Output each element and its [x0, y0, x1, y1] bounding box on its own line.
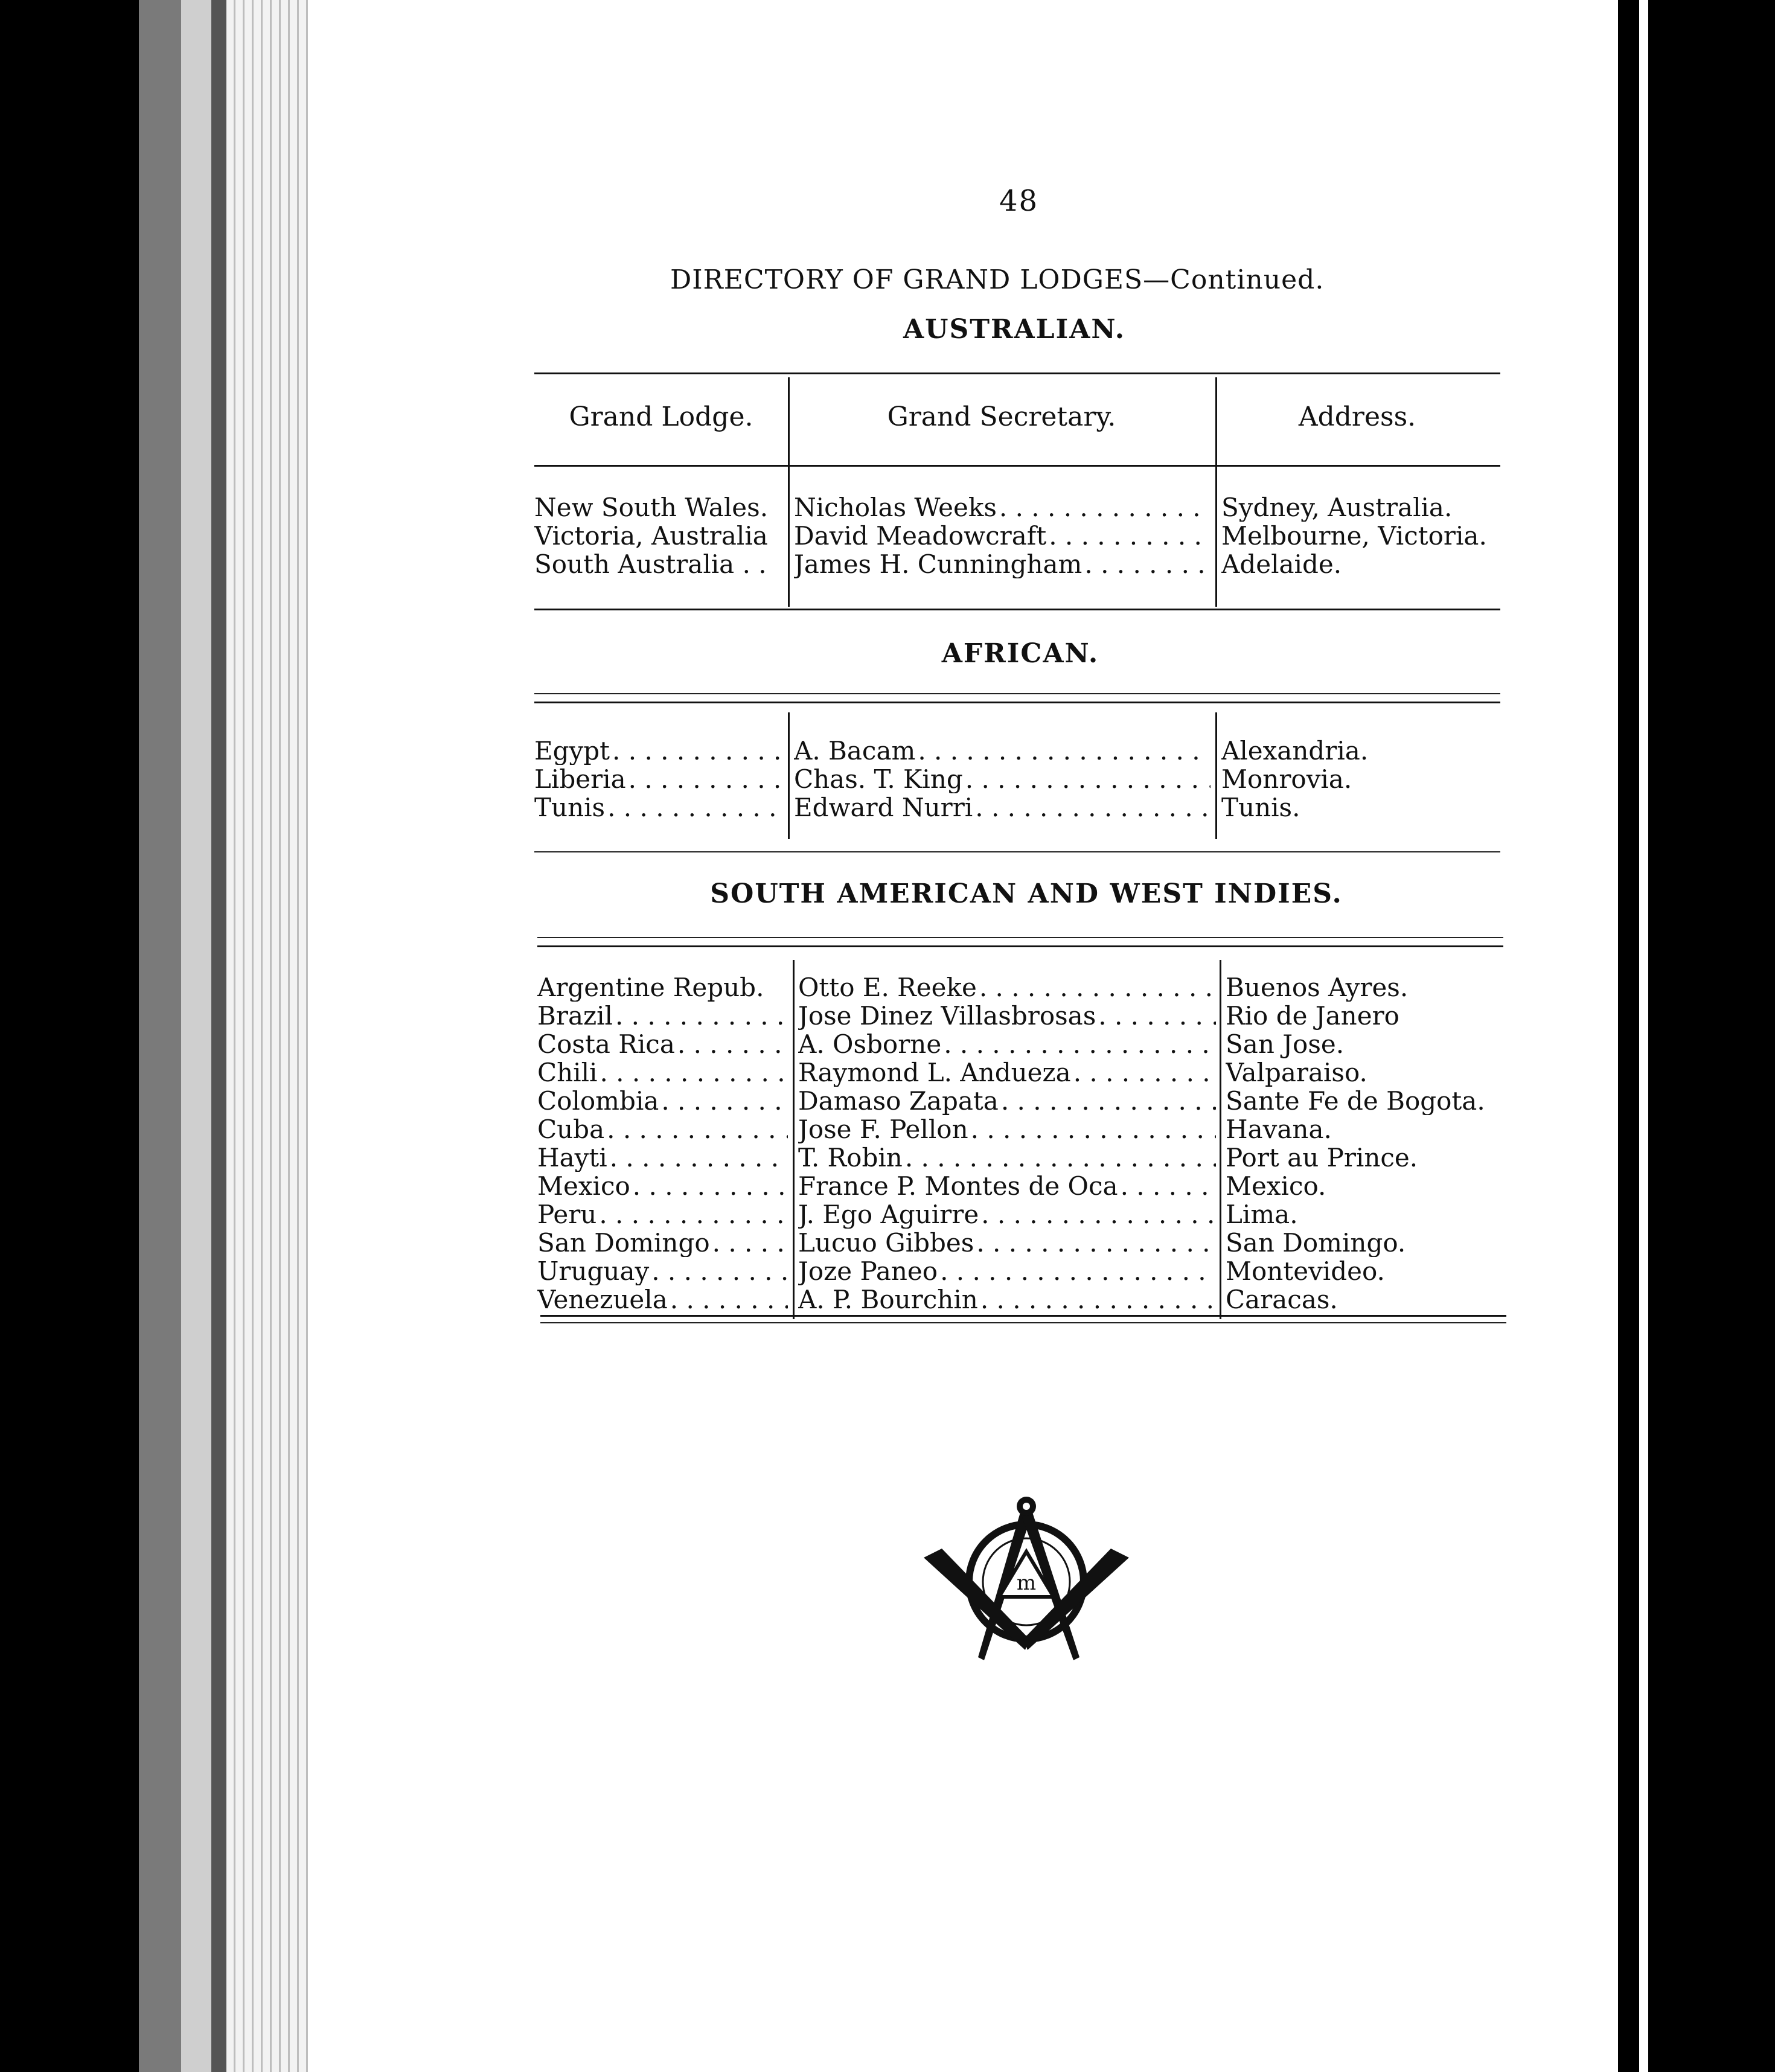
- list-item: Sante Fe de Bogota.: [1226, 1087, 1485, 1115]
- table-rule: [534, 851, 1500, 852]
- list-item: Montevideo.: [1226, 1257, 1385, 1285]
- list-item: Brazil . . .: [537, 1002, 788, 1030]
- list-item: Tunis.: [1221, 793, 1300, 822]
- column-header-address: Address.: [1298, 401, 1416, 432]
- table-rule: [534, 465, 1500, 467]
- secretary-column: [794, 737, 1211, 822]
- table-rule: [534, 693, 1500, 694]
- list-item: Tunis . . .: [534, 793, 782, 822]
- list-item: Costa Rica . . .: [537, 1030, 788, 1058]
- column-header-lodge: Grand Lodge.: [569, 401, 753, 432]
- table-rule: [537, 945, 1503, 947]
- list-item: Raymond L. Andueza . . .: [798, 1058, 1216, 1087]
- column-divider: [1215, 712, 1217, 839]
- list-item: Damaso Zapata . . .: [798, 1087, 1216, 1115]
- list-item: New South Wales.: [534, 493, 769, 522]
- list-item: Sydney, Australia.: [1221, 493, 1453, 522]
- directory-heading: DIRECTORY OF GRAND LODGES—Continued.: [670, 264, 1325, 295]
- secretary-column: [794, 493, 1211, 578]
- table-rule: [534, 373, 1500, 374]
- spine-edge: [139, 0, 181, 2072]
- list-item: South Australia . .: [534, 550, 767, 578]
- address-column: [1221, 737, 1505, 822]
- column-divider: [793, 960, 795, 1319]
- list-item: Venezuela . . .: [537, 1285, 788, 1314]
- list-item: France P. Montes de Oca . . .: [798, 1172, 1216, 1200]
- list-item: Mexico.: [1226, 1172, 1326, 1200]
- list-item: J. Ego Aguirre . . .: [798, 1200, 1216, 1229]
- list-item: Adelaide.: [1221, 550, 1342, 578]
- list-item: Victoria, Australia: [534, 522, 768, 550]
- list-item: Chas. T. King . . .: [794, 765, 1211, 793]
- list-item: Egypt . . .: [534, 737, 782, 765]
- square-and-compass-icon: [918, 1488, 1135, 1669]
- address-column: [1221, 493, 1505, 578]
- spine-edge: [211, 0, 226, 2072]
- list-item: Otto E. Reeke . . .: [798, 973, 1216, 1002]
- column-divider: [788, 712, 790, 839]
- table-rule: [534, 609, 1500, 610]
- list-item: Caracas.: [1226, 1285, 1338, 1314]
- table-rule: [540, 1322, 1506, 1323]
- lodge-column: [534, 737, 782, 822]
- column-header-secretary: Grand Secretary.: [887, 401, 1116, 432]
- table-rule: [537, 937, 1503, 938]
- list-item: A. Osborne . . .: [798, 1030, 1216, 1058]
- list-item: San Domingo.: [1226, 1229, 1406, 1257]
- list-item: A. P. Bourchin . . .: [798, 1285, 1216, 1314]
- list-item: Lima.: [1226, 1200, 1298, 1229]
- list-item: Lucuo Gibbes . . .: [798, 1229, 1216, 1257]
- list-item: Jose Dinez Villasbrosas . . .: [798, 1002, 1216, 1030]
- table-rule: [540, 1315, 1506, 1317]
- section-title-south-american: SOUTH AMERICAN AND WEST INDIES.: [710, 878, 1343, 909]
- page-edges: [226, 0, 308, 2072]
- secretary-column: [798, 973, 1216, 1314]
- list-item: Hayti . . .: [537, 1143, 788, 1172]
- list-item: Chili . . .: [537, 1058, 788, 1087]
- book-spine: [0, 0, 139, 2072]
- column-divider: [1220, 960, 1221, 1319]
- list-item: Uruguay . . .: [537, 1257, 788, 1285]
- list-item: Argentine Repub.: [537, 973, 764, 1002]
- list-item: David Meadowcraft . . .: [794, 522, 1211, 550]
- list-item: Joze Paneo . . .: [798, 1257, 1216, 1285]
- list-item: Monrovia.: [1221, 765, 1352, 793]
- section-title-australian: AUSTRALIAN.: [903, 314, 1126, 345]
- list-item: Cuba . . .: [537, 1115, 788, 1143]
- list-item: Valparaiso.: [1226, 1058, 1367, 1087]
- list-item: Nicholas Weeks . . .: [794, 493, 1211, 522]
- address-column: [1226, 973, 1509, 1314]
- list-item: James H. Cunningham . . .: [794, 550, 1211, 578]
- list-item: Melbourne, Victoria.: [1221, 522, 1487, 550]
- list-item: T. Robin . . .: [798, 1143, 1216, 1172]
- lodge-column: [534, 493, 785, 578]
- list-item: San Domingo . . .: [537, 1229, 788, 1257]
- list-item: Mexico . . .: [537, 1172, 788, 1200]
- list-item: Peru . . .: [537, 1200, 788, 1229]
- table-rule: [534, 702, 1500, 703]
- list-item: Havana.: [1226, 1115, 1332, 1143]
- list-item: Colombia . . .: [537, 1087, 788, 1115]
- list-item: Edward Nurri . . .: [794, 793, 1211, 822]
- list-item: Alexandria.: [1221, 737, 1369, 765]
- spine-edge: [181, 0, 211, 2072]
- list-item: Jose F. Pellon . . .: [798, 1115, 1216, 1143]
- list-item: Rio de Janero: [1226, 1002, 1399, 1030]
- list-item: Port au Prince.: [1226, 1143, 1418, 1172]
- page-number: 48: [999, 184, 1039, 218]
- emblem-letter: m: [1016, 1571, 1037, 1595]
- list-item: Buenos Ayres.: [1226, 973, 1409, 1002]
- list-item: San Jose.: [1226, 1030, 1345, 1058]
- section-title-african: AFRICAN.: [941, 638, 1099, 669]
- list-item: Liberia . . .: [534, 765, 782, 793]
- right-page-edge: [1639, 0, 1648, 2072]
- lodge-column: [537, 973, 788, 1314]
- list-item: A. Bacam . . .: [794, 737, 1211, 765]
